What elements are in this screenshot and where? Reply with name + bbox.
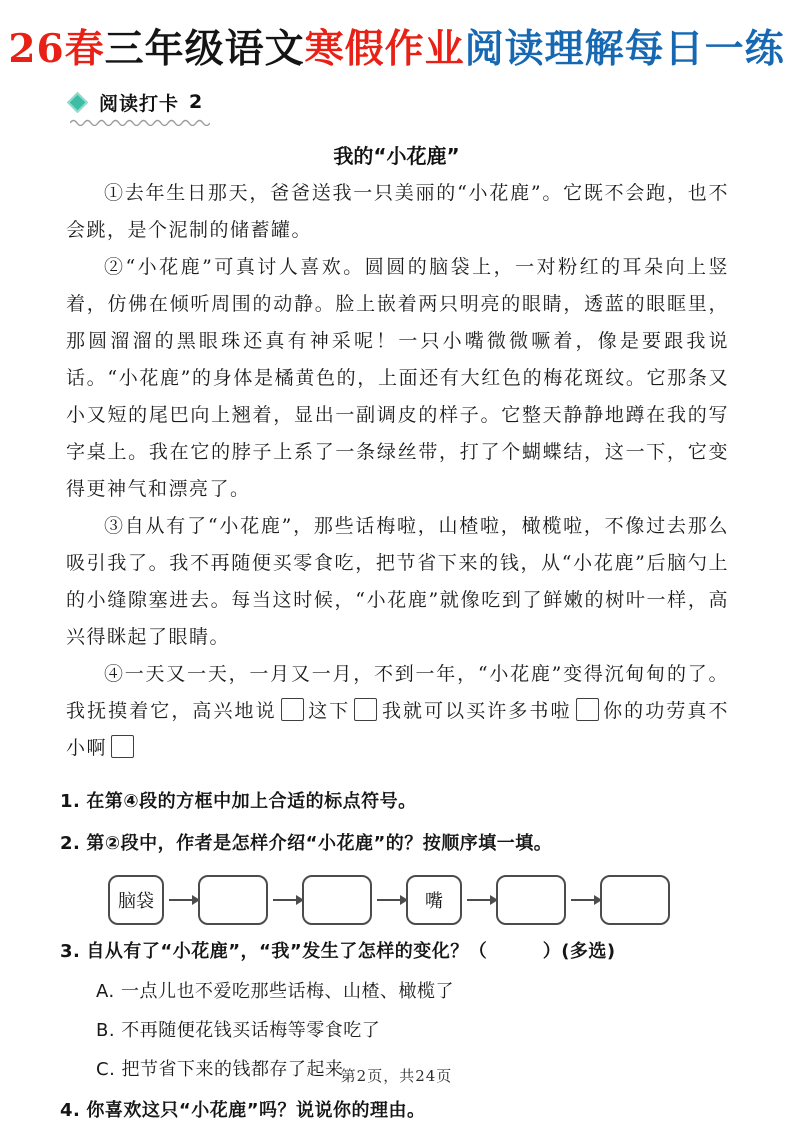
flowchart-box-1: 脑袋: [108, 875, 164, 925]
flowchart-box-4: 嘴: [406, 875, 462, 925]
question-4-number: 4.: [60, 1099, 81, 1121]
arrow-right-icon: [571, 899, 595, 901]
flowchart-box-2: [198, 875, 268, 925]
punctuation-box-4: [111, 735, 134, 758]
paragraph-4: [66, 656, 729, 767]
question-2-text: 第②段中，作者是怎样介绍“小花鹿”的？按顺序填一填。: [86, 832, 553, 854]
article-title: 我的“小花鹿”: [333, 143, 460, 168]
question-4-text: 你喜欢这只“小花鹿”吗？说说你的理由。: [86, 1099, 426, 1121]
question-3-option-b: B. 不再随便花钱买话梅等零食吃了: [96, 1019, 381, 1041]
question-2-number: 2.: [60, 832, 81, 854]
question-3: [60, 937, 733, 967]
question-1-text: 在第④段的方框中加上合适的标点符号。: [86, 790, 417, 812]
title-part-red-1: 26春: [8, 26, 105, 72]
paragraph-4-segment: 你的功劳真不小啊: [66, 699, 729, 759]
title-part-black: 三年级语文: [104, 26, 305, 72]
flowchart-box-5: [496, 875, 566, 925]
question-2: [60, 829, 733, 859]
title-part-red-2: 寒假作业: [304, 26, 465, 72]
badge-number: 2: [189, 91, 203, 114]
reading-badge: [70, 89, 202, 124]
article-body: [0, 169, 793, 767]
question-1-number: 1.: [60, 790, 81, 812]
question-3-option-c: C. 把节省下来的钱都存了起来: [96, 1058, 344, 1080]
question-4: [60, 1096, 733, 1122]
flowchart-box-6: [600, 875, 670, 925]
page-title: [0, 26, 793, 73]
title-part-blue: 阅读理解每日一练: [464, 26, 785, 72]
badge-label: 阅读打卡: [99, 92, 180, 115]
paragraph-4-segment: 我就可以买许多书啦: [381, 699, 572, 722]
arrow-right-icon: [169, 899, 193, 901]
paragraph-1: ①去年生日那天，爸爸送我一只美丽的“小花鹿”。它既不会跑，也不会跳，是个泥制的储蓄罐。: [66, 181, 729, 241]
punctuation-box-3: [576, 698, 599, 721]
arrow-right-icon: [467, 899, 491, 901]
wavy-underline: [70, 119, 210, 126]
sequence-flowchart: [108, 875, 733, 925]
punctuation-box-2: [354, 698, 377, 721]
diamond-icon: [67, 92, 88, 113]
page-number-indicator: 第2页，共24页: [340, 1067, 453, 1085]
paragraph-2: ②“小花鹿”可真讨人喜欢。圆圆的脑袋上，一对粉红的耳朵向上竖着，仿佛在倾听周围的动静。脸上嵌着两只明亮的眼睛，透蓝的眼眶里，那圆溜溜的黑眼珠还真有神采呢！一只小嘴微微噘着，像是要跟我说话。“小花鹿”的身体是橘黄色的，上面还有大红色的梅花斑纹。它那条又小又短的尾巴向上翘着，显出一副调皮的样子。它整天静静地蹲在我的写字桌上。我在它的脖子上系了一条绿丝带，打了个蝴蝶结，这一下，它变得更神气和漂亮了。: [66, 255, 729, 500]
paragraph-4-segment: 这下: [307, 699, 351, 722]
question-1: [60, 787, 733, 817]
flowchart-box-3: [302, 875, 372, 925]
question-3-option-a: A. 一点儿也不爱吃那些话梅、山楂、橄榄了: [96, 980, 454, 1002]
punctuation-box-1: [281, 698, 304, 721]
question-3-text: 自从有了“小花鹿”，“我”发生了怎样的变化？（ ）(多选): [86, 940, 616, 962]
paragraph-3: ③自从有了“小花鹿”，那些话梅啦，山楂啦，橄榄啦，不像过去那么吸引我了。我不再随便买零食吃，把节省下来的钱，从“小花鹿”后脑勺上的小缝隙塞进去。每当这时候，“小花鹿”就像吃到了鲜嫩的树叶一样，高兴得眯起了眼睛。: [66, 514, 729, 648]
arrow-right-icon: [273, 899, 297, 901]
arrow-right-icon: [377, 899, 401, 901]
question-3-number: 3.: [60, 940, 81, 962]
paragraph-4-segment: ④一天又一天，一月又一月，不到一年，“小花鹿”变得沉甸甸的了。我抚摸着它，高兴地说: [66, 662, 729, 722]
